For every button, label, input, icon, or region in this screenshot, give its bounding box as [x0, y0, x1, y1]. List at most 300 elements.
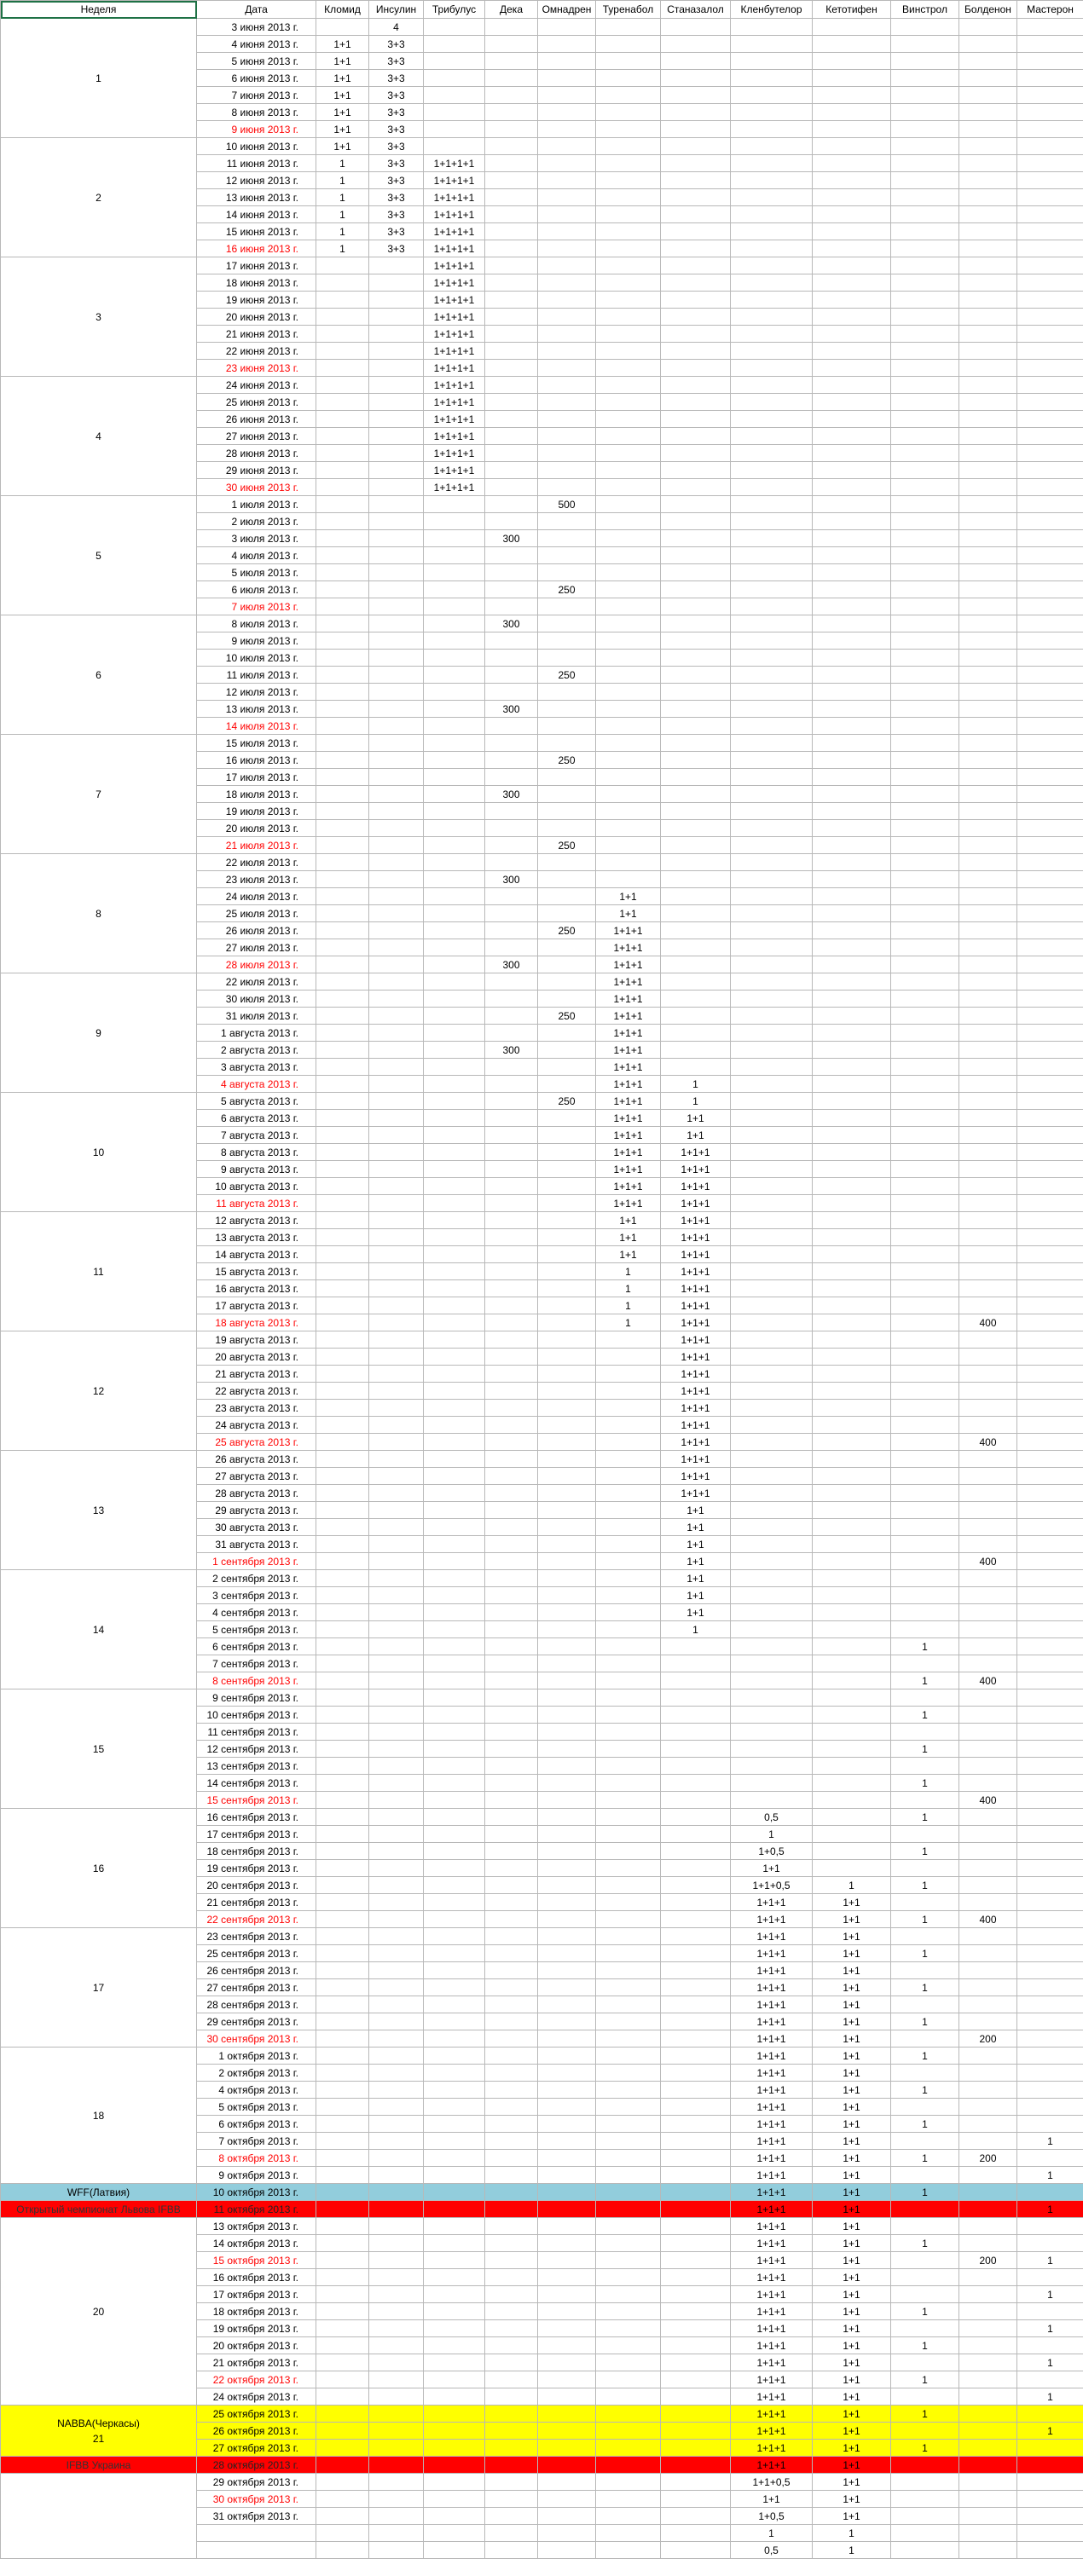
dose-cell[interactable]: 1	[891, 2082, 959, 2099]
dose-cell[interactable]	[1017, 1076, 1083, 1093]
dose-cell[interactable]	[1017, 1110, 1083, 1127]
dose-cell[interactable]: 1+1+1	[661, 1314, 731, 1331]
dose-cell[interactable]	[424, 650, 485, 667]
dose-cell[interactable]: 1+1+1+1	[424, 360, 485, 377]
dose-cell[interactable]	[661, 1689, 731, 1707]
dose-cell[interactable]	[485, 1178, 538, 1195]
dose-cell[interactable]: 1	[316, 155, 369, 172]
dose-cell[interactable]: 1+1+1	[661, 1383, 731, 1400]
dose-cell[interactable]	[485, 2167, 538, 2184]
dose-cell[interactable]	[485, 411, 538, 428]
dose-cell[interactable]	[316, 445, 369, 462]
date-cell[interactable]: 18 июля 2013 г.	[197, 786, 316, 803]
dose-cell[interactable]	[369, 1604, 424, 1621]
dose-cell[interactable]	[661, 1008, 731, 1025]
week-cell[interactable]: 4	[1, 377, 197, 496]
dose-cell[interactable]	[1017, 155, 1083, 172]
dose-cell[interactable]: 3+3	[369, 121, 424, 138]
date-cell[interactable]: 15 сентября 2013 г.	[197, 1792, 316, 1809]
dose-cell[interactable]	[369, 292, 424, 309]
dose-cell[interactable]	[1017, 2235, 1083, 2252]
dose-cell[interactable]: 1+1	[813, 2406, 891, 2423]
dose-cell[interactable]	[538, 1519, 596, 1536]
dose-cell[interactable]	[731, 1519, 813, 1536]
date-cell[interactable]: 6 июля 2013 г.	[197, 581, 316, 598]
date-cell[interactable]: 8 августа 2013 г.	[197, 1144, 316, 1161]
dose-cell[interactable]	[596, 1638, 661, 1655]
dose-cell[interactable]	[596, 2303, 661, 2320]
date-cell[interactable]: 26 августа 2013 г.	[197, 1451, 316, 1468]
dose-cell[interactable]	[596, 752, 661, 769]
dose-cell[interactable]	[661, 2406, 731, 2423]
dose-cell[interactable]	[596, 2371, 661, 2388]
dose-cell[interactable]	[959, 326, 1017, 343]
dose-cell[interactable]	[891, 19, 959, 36]
dose-cell[interactable]	[424, 2030, 485, 2048]
dose-cell[interactable]	[1017, 343, 1083, 360]
dose-cell[interactable]	[959, 684, 1017, 701]
date-cell[interactable]: 11 июня 2013 г.	[197, 155, 316, 172]
dose-cell[interactable]	[661, 1962, 731, 1979]
dose-cell[interactable]	[596, 2508, 661, 2525]
dose-cell[interactable]	[959, 2235, 1017, 2252]
dose-cell[interactable]: 1+1	[316, 36, 369, 53]
dose-cell[interactable]	[485, 1843, 538, 1860]
dose-cell[interactable]	[316, 871, 369, 888]
dose-cell[interactable]	[538, 2286, 596, 2303]
dose-cell[interactable]: 1+1+1+1	[424, 274, 485, 292]
dose-cell[interactable]	[538, 1127, 596, 1144]
dose-cell[interactable]	[596, 1741, 661, 1758]
date-cell[interactable]: 3 июля 2013 г.	[197, 530, 316, 547]
dose-cell[interactable]	[316, 1366, 369, 1383]
dose-cell[interactable]	[316, 1621, 369, 1638]
dose-cell[interactable]	[369, 2320, 424, 2337]
dose-cell[interactable]	[891, 326, 959, 343]
dose-cell[interactable]	[959, 786, 1017, 803]
dose-cell[interactable]	[596, 394, 661, 411]
dose-cell[interactable]	[1017, 1570, 1083, 1587]
dose-cell[interactable]	[424, 1707, 485, 1724]
dose-cell[interactable]	[485, 2201, 538, 2218]
dose-cell[interactable]	[661, 479, 731, 496]
dose-cell[interactable]: 250	[538, 752, 596, 769]
dose-cell[interactable]	[424, 1519, 485, 1536]
dose-cell[interactable]	[813, 172, 891, 189]
dose-cell[interactable]	[891, 445, 959, 462]
dose-cell[interactable]	[1017, 803, 1083, 820]
dose-cell[interactable]	[316, 2320, 369, 2337]
dose-cell[interactable]	[891, 257, 959, 274]
dose-cell[interactable]: 1	[891, 1707, 959, 1724]
dose-cell[interactable]	[538, 564, 596, 581]
dose-cell[interactable]	[316, 1059, 369, 1076]
dose-cell[interactable]	[369, 2133, 424, 2150]
dose-cell[interactable]	[538, 1025, 596, 1042]
dose-cell[interactable]	[485, 19, 538, 36]
dose-cell[interactable]	[731, 598, 813, 615]
dose-cell[interactable]: 3+3	[369, 189, 424, 206]
dose-cell[interactable]	[959, 752, 1017, 769]
dose-cell[interactable]	[596, 53, 661, 70]
dose-cell[interactable]	[538, 1417, 596, 1434]
dose-cell[interactable]	[731, 1008, 813, 1025]
date-cell[interactable]: 29 октября 2013 г.	[197, 2474, 316, 2491]
dose-cell[interactable]	[538, 1110, 596, 1127]
dose-cell[interactable]	[813, 1246, 891, 1263]
dose-cell[interactable]	[959, 172, 1017, 189]
dose-cell[interactable]	[596, 2491, 661, 2508]
dose-cell[interactable]	[1017, 598, 1083, 615]
dose-cell[interactable]	[891, 1417, 959, 1434]
dose-cell[interactable]	[1017, 206, 1083, 223]
dose-cell[interactable]	[485, 2508, 538, 2525]
dose-cell[interactable]: 1+1+1+1	[424, 394, 485, 411]
dose-cell[interactable]	[424, 70, 485, 87]
dose-cell[interactable]	[369, 428, 424, 445]
dose-cell[interactable]	[538, 2184, 596, 2201]
dose-cell[interactable]	[661, 2201, 731, 2218]
dose-cell[interactable]	[424, 615, 485, 632]
dose-cell[interactable]	[316, 1860, 369, 1877]
dose-cell[interactable]: 1	[1017, 2354, 1083, 2371]
dose-cell[interactable]	[891, 2133, 959, 2150]
dose-cell[interactable]	[596, 1945, 661, 1962]
dose-cell[interactable]: 1+1	[813, 2048, 891, 2065]
dose-cell[interactable]	[959, 377, 1017, 394]
dose-cell[interactable]	[538, 1434, 596, 1451]
dose-cell[interactable]	[959, 1877, 1017, 1894]
dose-cell[interactable]	[661, 2388, 731, 2406]
dose-cell[interactable]	[424, 1161, 485, 1178]
dose-cell[interactable]	[538, 735, 596, 752]
dose-cell[interactable]	[1017, 871, 1083, 888]
dose-cell[interactable]	[316, 1775, 369, 1792]
dose-cell[interactable]	[369, 1280, 424, 1297]
dose-cell[interactable]	[661, 854, 731, 871]
dose-cell[interactable]	[731, 479, 813, 496]
dose-cell[interactable]	[891, 1229, 959, 1246]
dose-cell[interactable]	[661, 991, 731, 1008]
week-cell[interactable]: Открытый чемпионат Львова IFBB	[1, 2201, 197, 2218]
dose-cell[interactable]	[891, 735, 959, 752]
dose-cell[interactable]	[316, 1144, 369, 1161]
dose-cell[interactable]	[538, 1246, 596, 1263]
dose-cell[interactable]	[424, 513, 485, 530]
date-cell[interactable]: 22 октября 2013 г.	[197, 2371, 316, 2388]
dose-cell[interactable]	[316, 2184, 369, 2201]
dose-cell[interactable]	[1017, 667, 1083, 684]
dose-cell[interactable]	[485, 1280, 538, 1297]
dose-cell[interactable]	[596, 1655, 661, 1672]
dose-cell[interactable]	[369, 1638, 424, 1655]
dose-cell[interactable]	[731, 223, 813, 240]
dose-cell[interactable]	[813, 360, 891, 377]
dose-cell[interactable]	[538, 1962, 596, 1979]
dose-cell[interactable]	[661, 121, 731, 138]
dose-cell[interactable]	[369, 1417, 424, 1434]
dose-cell[interactable]	[369, 1877, 424, 1894]
dose-cell[interactable]	[1017, 530, 1083, 547]
dose-cell[interactable]	[596, 513, 661, 530]
dose-cell[interactable]: 1	[891, 2303, 959, 2320]
dose-cell[interactable]	[891, 394, 959, 411]
dose-cell[interactable]	[538, 2406, 596, 2423]
dose-cell[interactable]	[596, 445, 661, 462]
dose-cell[interactable]	[316, 2354, 369, 2371]
dose-cell[interactable]	[485, 172, 538, 189]
dose-cell[interactable]: 1+1+1+1	[424, 343, 485, 360]
dose-cell[interactable]	[731, 189, 813, 206]
dose-cell[interactable]	[538, 701, 596, 718]
dose-cell[interactable]: 3+3	[369, 87, 424, 104]
dose-cell[interactable]	[731, 718, 813, 735]
dose-cell[interactable]	[813, 1860, 891, 1877]
dose-cell[interactable]	[369, 991, 424, 1008]
date-cell[interactable]: 5 августа 2013 г.	[197, 1093, 316, 1110]
dose-cell[interactable]	[891, 1621, 959, 1638]
dose-cell[interactable]	[959, 257, 1017, 274]
dose-cell[interactable]: 1+1+1	[731, 2082, 813, 2099]
dose-cell[interactable]: 1+1	[661, 1127, 731, 1144]
dose-cell[interactable]: 1	[1017, 2423, 1083, 2440]
dose-cell[interactable]	[959, 428, 1017, 445]
dose-cell[interactable]	[731, 87, 813, 104]
dose-cell[interactable]	[424, 1877, 485, 1894]
dose-cell[interactable]	[813, 1672, 891, 1689]
dose-cell[interactable]: 1+1+1	[661, 1229, 731, 1246]
date-cell[interactable]: 31 августа 2013 г.	[197, 1536, 316, 1553]
dose-cell[interactable]	[731, 786, 813, 803]
dose-cell[interactable]	[813, 1809, 891, 1826]
dose-cell[interactable]	[1017, 2013, 1083, 2030]
dose-cell[interactable]	[1017, 513, 1083, 530]
dose-cell[interactable]	[485, 1519, 538, 1536]
dose-cell[interactable]	[959, 2065, 1017, 2082]
dose-cell[interactable]	[891, 36, 959, 53]
dose-cell[interactable]: 1+1+1	[661, 1417, 731, 1434]
dose-cell[interactable]	[485, 1758, 538, 1775]
dose-cell[interactable]	[485, 1672, 538, 1689]
dose-cell[interactable]	[891, 2252, 959, 2269]
dose-cell[interactable]	[538, 2201, 596, 2218]
date-cell[interactable]: 15 июля 2013 г.	[197, 735, 316, 752]
dose-cell[interactable]	[731, 1604, 813, 1621]
dose-cell[interactable]	[485, 1212, 538, 1229]
dose-cell[interactable]	[661, 2286, 731, 2303]
dose-cell[interactable]	[485, 496, 538, 513]
dose-cell[interactable]	[538, 1843, 596, 1860]
dose-cell[interactable]	[813, 223, 891, 240]
dose-cell[interactable]	[596, 2013, 661, 2030]
week-cell[interactable]: 20	[1, 2218, 197, 2406]
dose-cell[interactable]	[891, 2269, 959, 2286]
dose-cell[interactable]	[369, 1911, 424, 1928]
dose-cell[interactable]: 1+1+1	[661, 1451, 731, 1468]
dose-cell[interactable]	[813, 667, 891, 684]
dose-cell[interactable]	[424, 1246, 485, 1263]
dose-cell[interactable]	[369, 905, 424, 922]
dose-cell[interactable]	[813, 1059, 891, 1076]
dose-cell[interactable]	[661, 581, 731, 598]
dose-cell[interactable]	[538, 2030, 596, 2048]
dose-cell[interactable]	[485, 1144, 538, 1161]
dose-cell[interactable]: 1+1+1	[661, 1212, 731, 1229]
dose-cell[interactable]	[959, 547, 1017, 564]
dose-cell[interactable]	[661, 2508, 731, 2525]
dose-cell[interactable]	[813, 650, 891, 667]
header-vinstrol[interactable]: Винстрол	[891, 1, 959, 19]
dose-cell[interactable]	[369, 496, 424, 513]
dose-cell[interactable]	[538, 2388, 596, 2406]
dose-cell[interactable]	[485, 326, 538, 343]
dose-cell[interactable]	[316, 1758, 369, 1775]
date-cell[interactable]: 20 октября 2013 г.	[197, 2337, 316, 2354]
dose-cell[interactable]	[891, 1758, 959, 1775]
dose-cell[interactable]	[731, 343, 813, 360]
dose-cell[interactable]	[369, 2286, 424, 2303]
dose-cell[interactable]	[813, 326, 891, 343]
dose-cell[interactable]: 1+1	[661, 1519, 731, 1536]
dose-cell[interactable]	[424, 2406, 485, 2423]
dose-cell[interactable]: 1+1	[813, 2269, 891, 2286]
dose-cell[interactable]	[485, 2150, 538, 2167]
dose-cell[interactable]	[316, 1724, 369, 1741]
dose-cell[interactable]	[891, 121, 959, 138]
dose-cell[interactable]	[538, 1229, 596, 1246]
dose-cell[interactable]	[813, 939, 891, 956]
dose-cell[interactable]	[1017, 1451, 1083, 1468]
dose-cell[interactable]	[538, 1451, 596, 1468]
dose-cell[interactable]	[959, 1758, 1017, 1775]
dose-cell[interactable]	[959, 769, 1017, 786]
dose-cell[interactable]	[731, 1707, 813, 1724]
dose-cell[interactable]	[485, 1945, 538, 1962]
dose-cell[interactable]	[731, 547, 813, 564]
dose-cell[interactable]	[424, 1280, 485, 1297]
date-cell[interactable]: 10 августа 2013 г.	[197, 1178, 316, 1195]
dose-cell[interactable]: 1+0,5	[731, 1843, 813, 1860]
dose-cell[interactable]	[538, 2150, 596, 2167]
dose-cell[interactable]	[1017, 564, 1083, 581]
dose-cell[interactable]	[485, 1246, 538, 1263]
dose-cell[interactable]	[538, 650, 596, 667]
dose-cell[interactable]	[661, 445, 731, 462]
dose-cell[interactable]	[369, 2542, 424, 2559]
dose-cell[interactable]: 1+1+1	[661, 1434, 731, 1451]
dose-cell[interactable]	[1017, 223, 1083, 240]
dose-cell[interactable]	[661, 1945, 731, 1962]
dose-cell[interactable]	[1017, 53, 1083, 70]
date-cell[interactable]: 17 июля 2013 г.	[197, 769, 316, 786]
dose-cell[interactable]	[485, 632, 538, 650]
dose-cell[interactable]	[538, 1945, 596, 1962]
dose-cell[interactable]	[538, 2167, 596, 2184]
dose-cell[interactable]	[661, 1758, 731, 1775]
dose-cell[interactable]	[596, 377, 661, 394]
dose-cell[interactable]	[731, 769, 813, 786]
dose-cell[interactable]: 3+3	[369, 36, 424, 53]
dose-cell[interactable]	[959, 2406, 1017, 2423]
dose-cell[interactable]	[485, 292, 538, 309]
dose-cell[interactable]	[813, 973, 891, 991]
dose-cell[interactable]: 1+1+1+1	[424, 326, 485, 343]
dose-cell[interactable]	[813, 309, 891, 326]
dose-cell[interactable]	[959, 667, 1017, 684]
dose-cell[interactable]	[424, 564, 485, 581]
dose-cell[interactable]	[731, 922, 813, 939]
dose-cell[interactable]	[731, 1451, 813, 1468]
dose-cell[interactable]	[538, 2440, 596, 2457]
dose-cell[interactable]	[538, 598, 596, 615]
dose-cell[interactable]	[485, 155, 538, 172]
dose-cell[interactable]	[959, 1707, 1017, 1724]
dose-cell[interactable]	[661, 718, 731, 735]
dose-cell[interactable]	[1017, 2525, 1083, 2542]
date-cell[interactable]: 4 сентября 2013 г.	[197, 1604, 316, 1621]
dose-cell[interactable]: 1+1	[813, 2133, 891, 2150]
dose-cell[interactable]	[813, 87, 891, 104]
dose-cell[interactable]	[538, 2082, 596, 2099]
dose-cell[interactable]	[316, 411, 369, 428]
dose-cell[interactable]	[813, 1587, 891, 1604]
dose-cell[interactable]: 1+1+1	[596, 1008, 661, 1025]
dose-cell[interactable]	[813, 1263, 891, 1280]
dose-cell[interactable]	[959, 1724, 1017, 1741]
dose-cell[interactable]	[731, 905, 813, 922]
dose-cell[interactable]	[891, 1110, 959, 1127]
dose-cell[interactable]	[813, 718, 891, 735]
dose-cell[interactable]	[369, 1400, 424, 1417]
dose-cell[interactable]	[959, 905, 1017, 922]
dose-cell[interactable]	[596, 1860, 661, 1877]
dose-cell[interactable]	[661, 2269, 731, 2286]
dose-cell[interactable]	[1017, 189, 1083, 206]
dose-cell[interactable]: 250	[538, 1093, 596, 1110]
dose-cell[interactable]	[731, 991, 813, 1008]
dose-cell[interactable]	[959, 1638, 1017, 1655]
dose-cell[interactable]	[369, 1110, 424, 1127]
dose-cell[interactable]	[424, 496, 485, 513]
date-cell[interactable]: 5 октября 2013 г.	[197, 2099, 316, 2116]
dose-cell[interactable]: 1	[891, 2440, 959, 2457]
dose-cell[interactable]	[1017, 1400, 1083, 1417]
dose-cell[interactable]	[538, 462, 596, 479]
dose-cell[interactable]: 1+1+1	[731, 2337, 813, 2354]
dose-cell[interactable]	[538, 1911, 596, 1928]
dose-cell[interactable]: 1+1+1	[596, 1093, 661, 1110]
dose-cell[interactable]	[1017, 1025, 1083, 1042]
week-cell[interactable]: 2	[1, 138, 197, 257]
date-cell[interactable]: 1 августа 2013 г.	[197, 1025, 316, 1042]
dose-cell[interactable]	[424, 786, 485, 803]
dose-cell[interactable]	[959, 1451, 1017, 1468]
dose-cell[interactable]	[369, 2235, 424, 2252]
dose-cell[interactable]	[813, 564, 891, 581]
dose-cell[interactable]	[1017, 360, 1083, 377]
dose-cell[interactable]: 300	[485, 956, 538, 973]
date-cell[interactable]: 20 сентября 2013 г.	[197, 1877, 316, 1894]
dose-cell[interactable]	[1017, 377, 1083, 394]
dose-cell[interactable]	[485, 445, 538, 462]
dose-cell[interactable]	[661, 837, 731, 854]
date-cell[interactable]: 17 сентября 2013 г.	[197, 1826, 316, 1843]
dose-cell[interactable]: 1	[891, 2048, 959, 2065]
dose-cell[interactable]	[538, 36, 596, 53]
date-cell[interactable]: 11 октября 2013 г.	[197, 2201, 316, 2218]
dose-cell[interactable]	[424, 1127, 485, 1144]
dose-cell[interactable]	[1017, 70, 1083, 87]
